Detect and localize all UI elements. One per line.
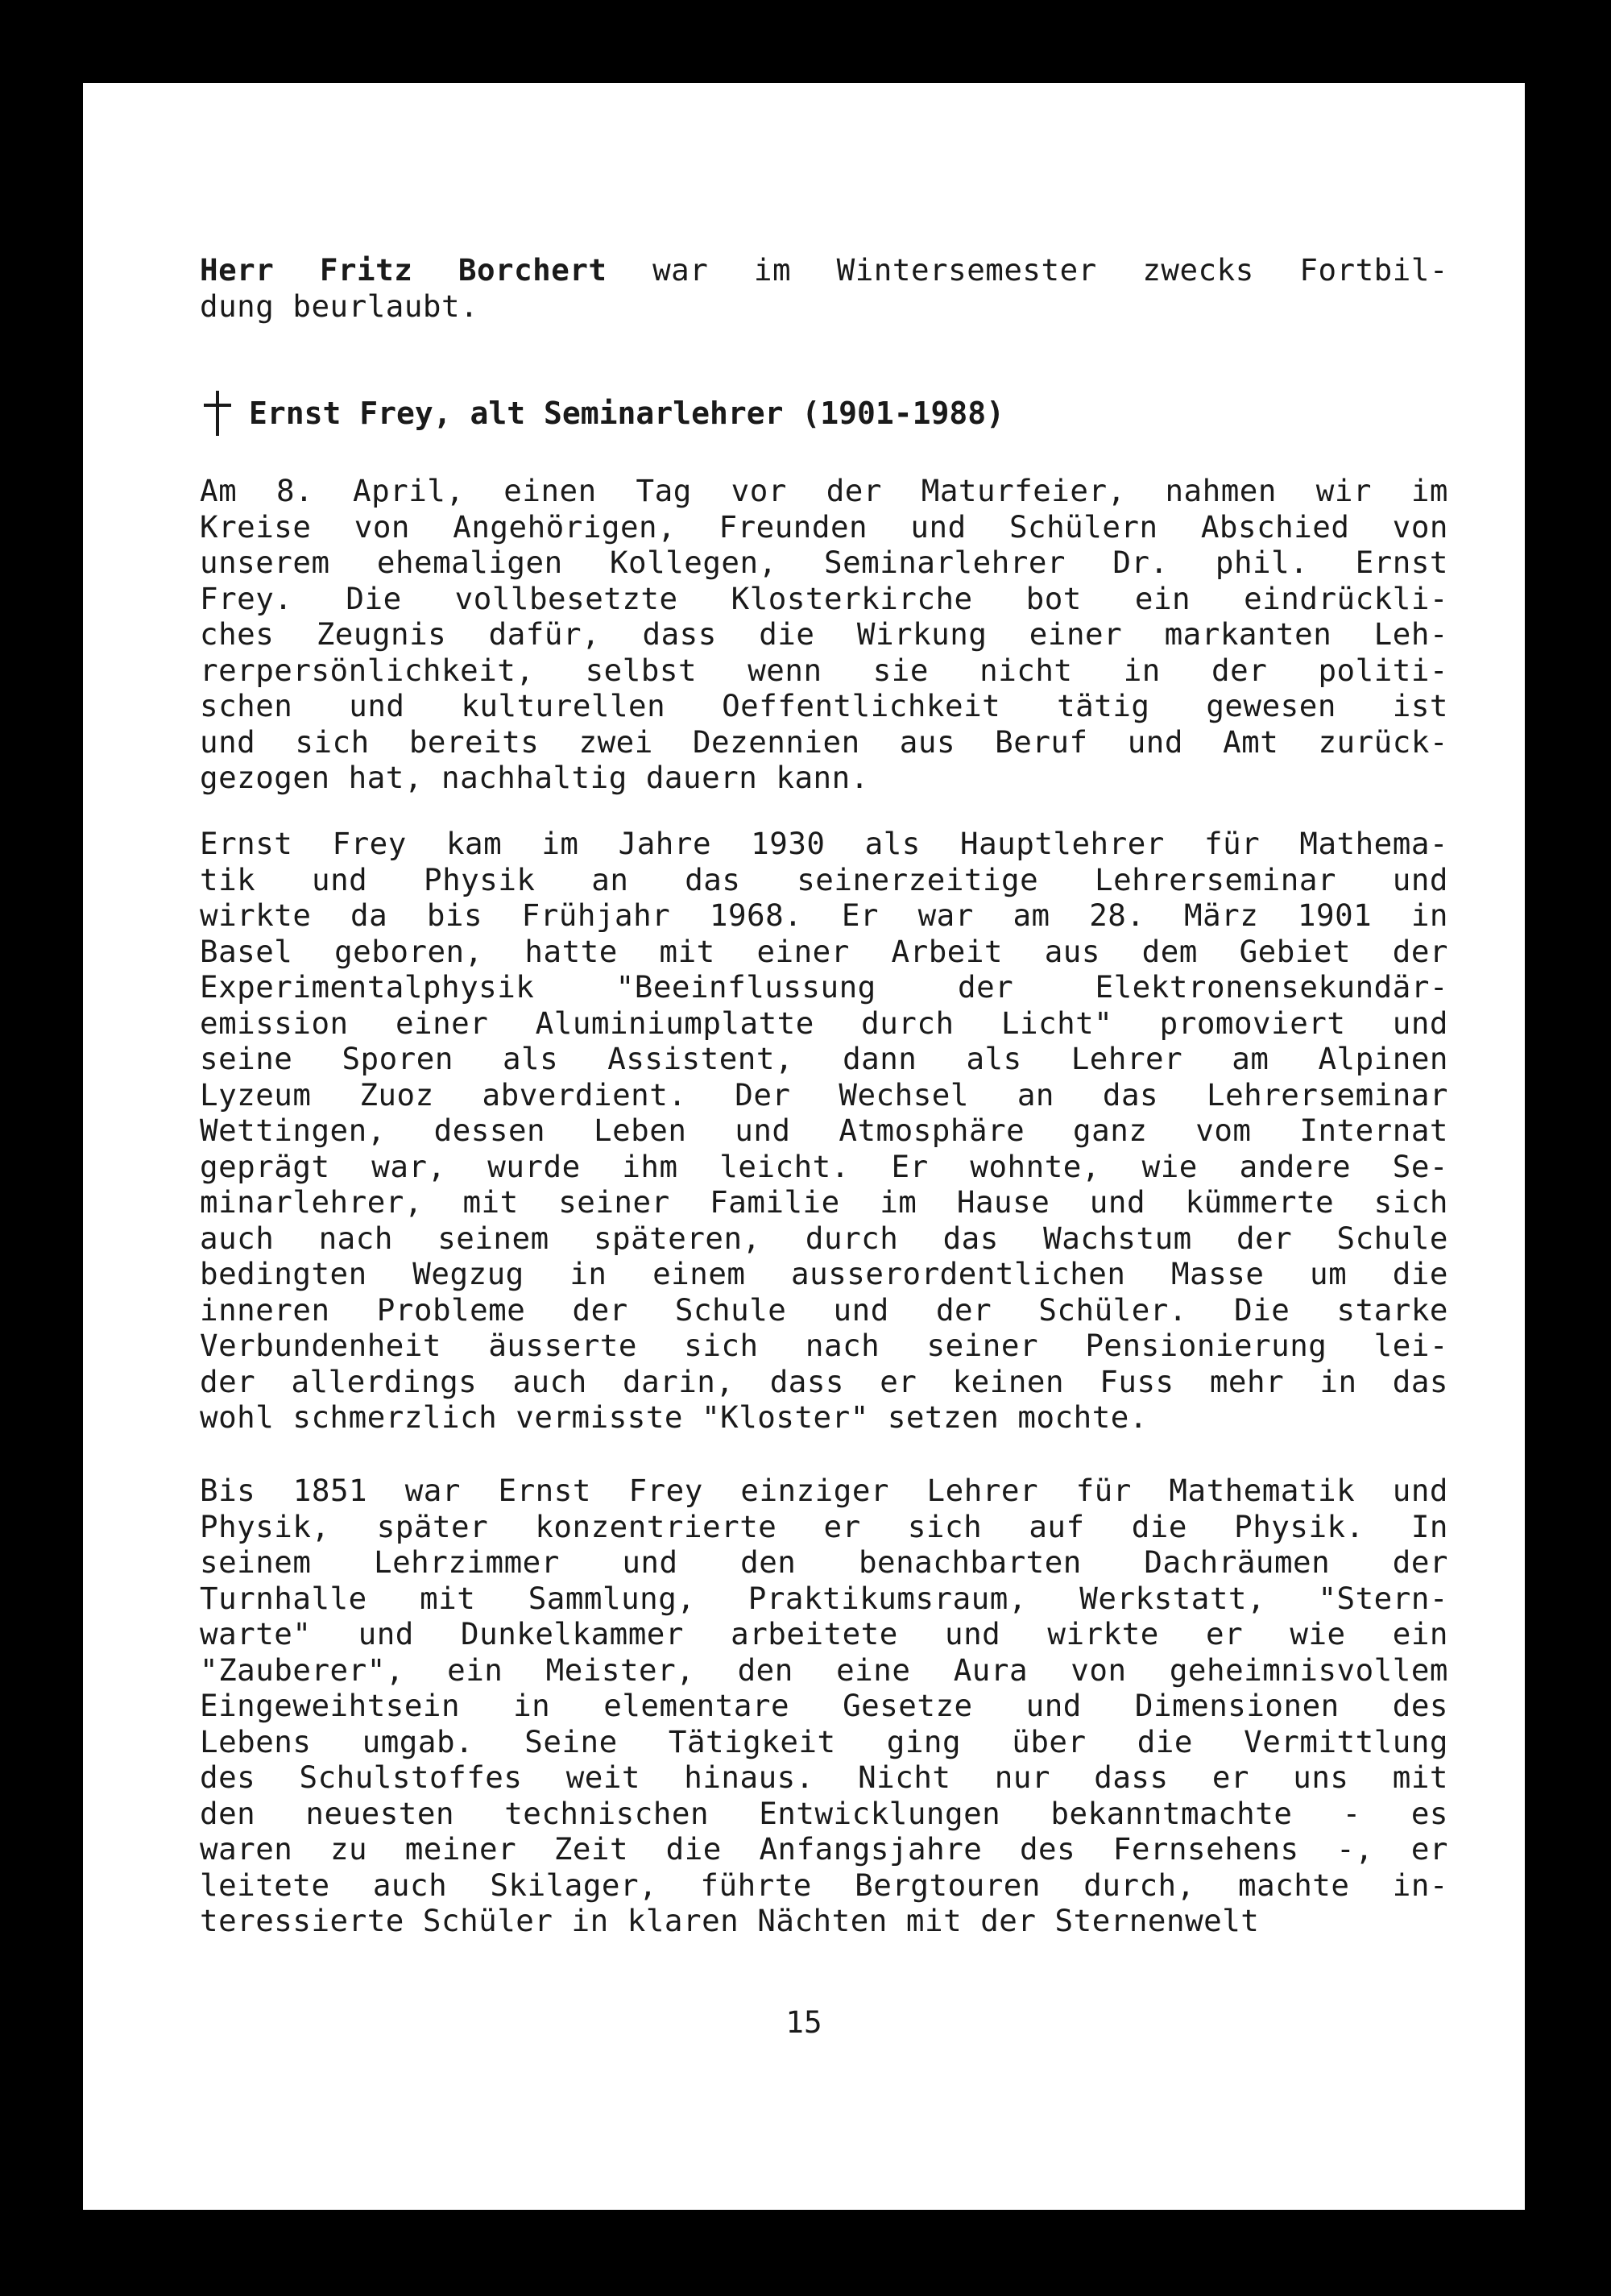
text-line: Lyzeum Zuoz abverdient. Der Wechsel an das Lehrerseminar xyxy=(200,1076,1448,1113)
text-line: unserem ehemaligen Kollegen, Seminarlehrer Dr. phil. Ernst xyxy=(200,545,1448,580)
text-line: den neuesten technischen Entwicklungen bekanntmachte - es xyxy=(200,1795,1448,1831)
text-line: Eingeweihtsein in elementare Gesetze und Dimensionen des xyxy=(200,1688,1448,1723)
text-line: des Schulstoffes weit hinaus. Nicht nur dass er uns mit xyxy=(200,1759,1448,1795)
intro-line-1 xyxy=(200,252,1448,288)
text-line: Kreise von Angehörigen, Freunden und Schülern Abschied von xyxy=(200,508,1448,545)
obituary-heading xyxy=(204,389,1331,437)
text-line: rerpersönlichkeit, selbst wenn sie nicht in der politi- xyxy=(200,652,1448,688)
text-line: Turnhalle mit Sammlung, Praktikumsraum, Werkstatt, "Stern- xyxy=(200,1580,1448,1616)
intro-name: Herr Fritz Borchert xyxy=(200,252,607,288)
text-line: Basel geboren, hatte mit einer Arbeit aus dem Gebiet der xyxy=(200,933,1448,969)
cross-icon xyxy=(204,391,231,436)
paragraph-3 xyxy=(200,1473,1448,1939)
text-line: Experimentalphysik "Beeinflussung der Elektronensekundär- xyxy=(200,969,1448,1005)
text-line: gezogen hat, nachhaltig dauern kann. xyxy=(200,760,869,795)
intro-paragraph xyxy=(200,252,1448,324)
text-line: seinem Lehrzimmer und den benachbarten Dachräumen der xyxy=(200,1544,1448,1580)
text-line: bedingten Wegzug in einem ausserordentlichen Masse um die xyxy=(200,1256,1448,1291)
text-line: Verbundenheit äusserte sich nach seiner Pensionierung lei- xyxy=(200,1328,1448,1363)
text-line: Physik, später konzentrierte er sich auf die Physik. In xyxy=(200,1508,1448,1544)
paragraph-2 xyxy=(200,826,1448,1436)
paragraph-1 xyxy=(200,473,1448,796)
heading-title: Ernst Frey, alt Seminarlehrer (1901-1988) xyxy=(249,396,1004,431)
text-line: "Zauberer", ein Meister, den eine Aura von geheimnisvollem xyxy=(200,1652,1448,1688)
text-line: wirkte da bis Frühjahr 1968. Er war am 28. März 1901 in xyxy=(200,897,1448,933)
text-line: seine Sporen als Assistent, dann als Lehrer am Alpinen xyxy=(200,1041,1448,1076)
text-line: schen und kulturellen Oeffentlichkeit tätig gewesen ist xyxy=(200,688,1448,723)
text-line: leitete auch Skilager, führte Bergtouren durch, machte in- xyxy=(200,1867,1448,1903)
text-line: waren zu meiner Zeit die Anfangsjahre des Fernsehens -, er xyxy=(200,1831,1448,1867)
text-line: tik und Physik an das seinerzeitige Lehrerseminar und xyxy=(200,861,1448,897)
document-page xyxy=(83,83,1525,2210)
text-line: emission einer Aluminiumplatte durch Licht" promoviert und xyxy=(200,1005,1448,1041)
text-line: geprägt war, wurde ihm leicht. Er wohnte, wie andere Se- xyxy=(200,1148,1448,1184)
text-line: Bis 1851 war Ernst Frey einziger Lehrer für Mathematik und xyxy=(200,1473,1448,1508)
text-line: Wettingen, dessen Leben und Atmosphäre ganz vom Internat xyxy=(200,1113,1448,1148)
text-line: und sich bereits zwei Dezennien aus Beruf und Amt zurück- xyxy=(200,723,1448,760)
text-line: Ernst Frey kam im Jahre 1930 als Hauptlehrer für Mathema- xyxy=(200,826,1448,861)
intro-line-1-rest: war im Wintersemester zwecks Fortbil- xyxy=(607,252,1448,288)
text-line: minarlehrer, mit seiner Familie im Hause und kümmerte sich xyxy=(200,1184,1448,1220)
text-line: warte" und Dunkelkammer arbeitete und wirkte er wie ein xyxy=(200,1616,1448,1652)
text-line: teressierte Schüler in klaren Nächten mit der Sternenwelt xyxy=(200,1903,1260,1938)
text-line: Am 8. April, einen Tag vor der Maturfeier, nahmen wir im xyxy=(200,473,1448,508)
text-line: der allerdings auch darin, dass er keinen Fuss mehr in das xyxy=(200,1363,1448,1399)
intro-line-2: dung beurlaubt. xyxy=(200,288,479,324)
page-number: 15 xyxy=(785,2004,822,2040)
text-line: auch nach seinem späteren, durch das Wachstum der Schule xyxy=(200,1220,1448,1256)
text-line: inneren Probleme der Schule und der Schüler. Die starke xyxy=(200,1291,1448,1328)
text-line: Frey. Die vollbesetzte Klosterkirche bot ein eindrückli- xyxy=(200,580,1448,616)
text-line: Lebens umgab. Seine Tätigkeit ging über die Vermittlung xyxy=(200,1723,1448,1759)
text-line: ches Zeugnis dafür, dass die Wirkung einer markanten Leh- xyxy=(200,616,1448,652)
text-line: wohl schmerzlich vermisste "Kloster" setzen mochte. xyxy=(200,1399,1148,1435)
